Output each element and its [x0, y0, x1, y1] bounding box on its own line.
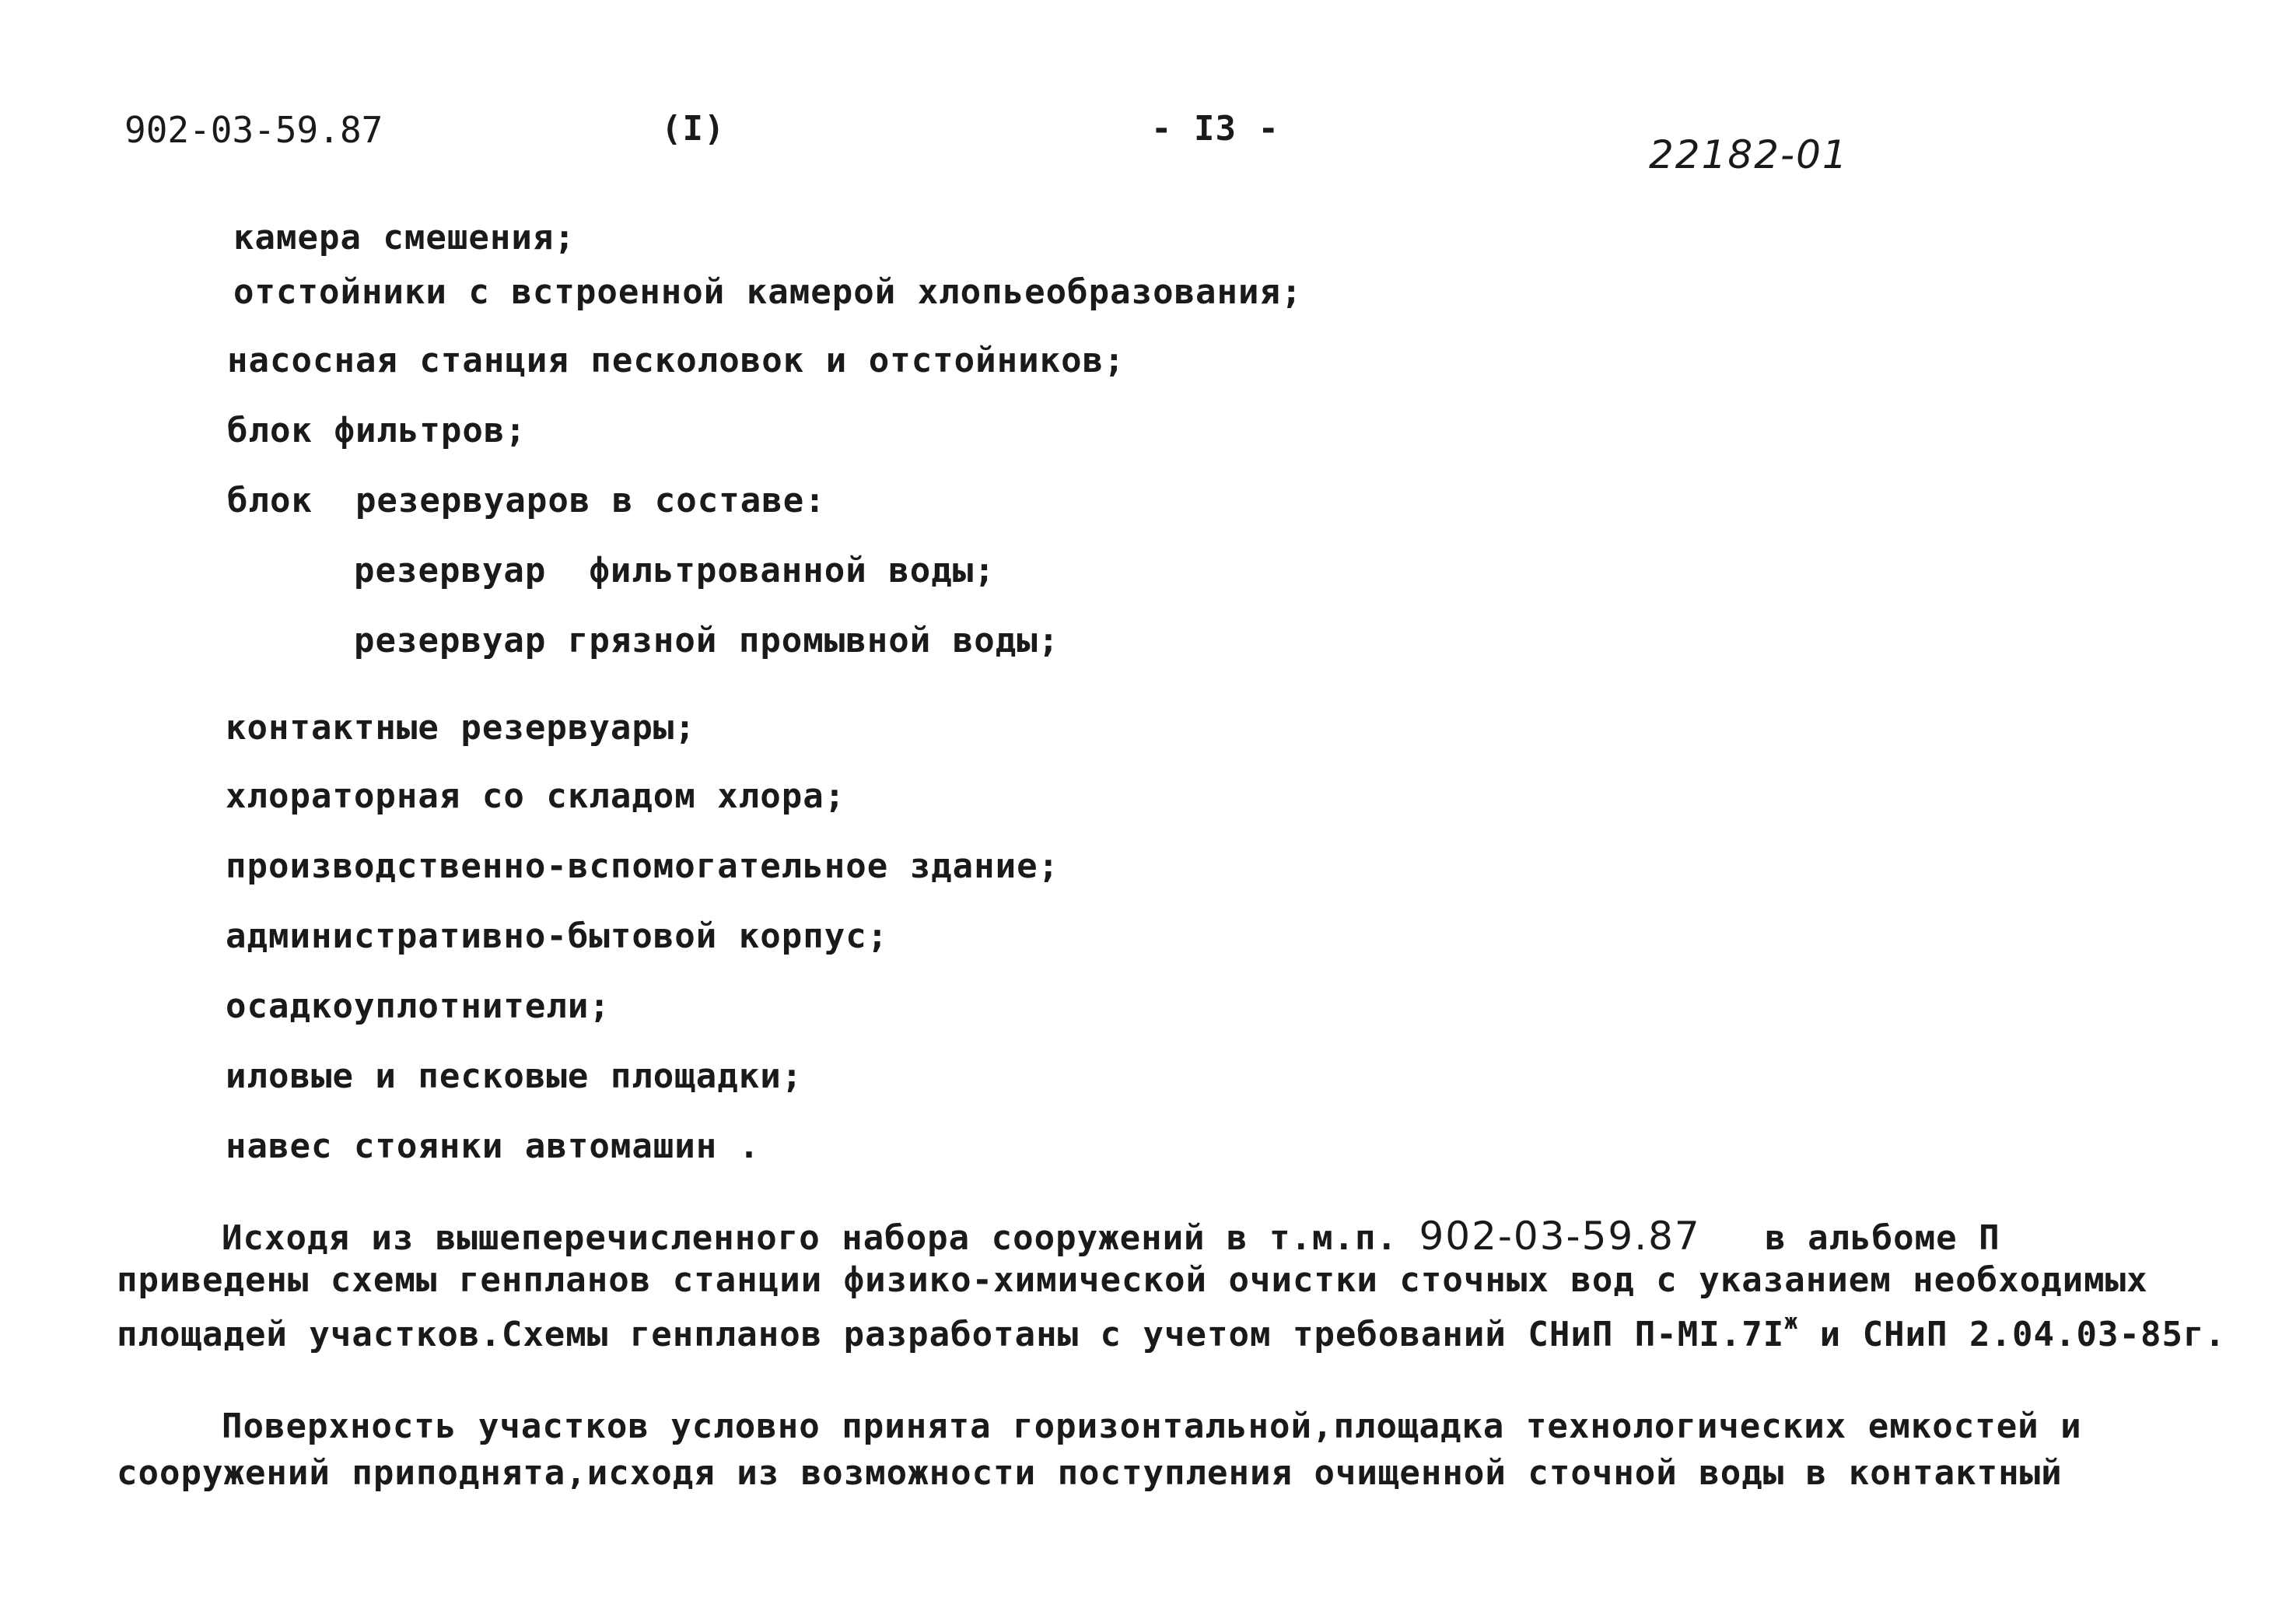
list-item: камера смешения; — [233, 218, 576, 257]
paragraph-line: Поверхность участков условно принята горизонтальной,площадка технологических емкостей и — [222, 1407, 2082, 1446]
paragraph-text: площадей участков.Схемы генпланов разработаны с учетом требований СНиП П-МI.7I — [117, 1315, 1785, 1354]
paragraph-text: и СНиП 2.04.03-85г. — [1798, 1315, 2226, 1354]
handwritten-code: 902-03-59.87 — [1419, 1214, 1701, 1259]
list-item: отстойники с встроенной камерой хлопьеобразования; — [233, 272, 1303, 312]
list-item: навес стоянки автомашин . — [226, 1126, 761, 1166]
paragraph-text: в альбоме П — [1700, 1218, 2000, 1258]
list-item: насосная станция песколовок и отстойников; — [227, 341, 1125, 380]
list-item: производственно-вспомогательное здание; — [226, 846, 1060, 886]
paragraph-text: Исходя из вышеперечисленного набора сооружений в т.м.п. — [222, 1218, 1419, 1258]
part-number: (I) — [661, 109, 726, 149]
page-number: - I3 - — [1151, 109, 1279, 149]
paragraph-line: приведены схемы генпланов станции физико-химической очистки сточных вод с указанием необходимых — [117, 1260, 2148, 1300]
list-item-nested: резервуар фильтрованной воды; — [354, 551, 996, 590]
paragraph-line: сооружений приподнята,исходя из возможности поступления очищенной сточной воды в контактный — [117, 1453, 2063, 1493]
list-item: блок резервуаров в составе: — [227, 481, 826, 520]
paragraph-line — [222, 1214, 2000, 1259]
list-item: блок фильтров; — [227, 411, 527, 450]
list-item: хлораторная со складом хлора; — [226, 776, 846, 816]
paragraph-line — [117, 1308, 2226, 1354]
list-item: осадкоуплотнители; — [226, 986, 611, 1026]
superscript-mark: ж — [1784, 1308, 1799, 1334]
document-code: 902-03-59.87 — [124, 109, 383, 151]
list-item-nested: резервуар грязной промывной воды; — [354, 621, 1060, 660]
list-item: административно-бытовой корпус; — [226, 916, 889, 956]
list-item: контактные резервуары; — [226, 708, 696, 748]
list-item: иловые и песковые площадки; — [226, 1056, 803, 1096]
archive-number: 22182-01 — [1649, 132, 1849, 177]
